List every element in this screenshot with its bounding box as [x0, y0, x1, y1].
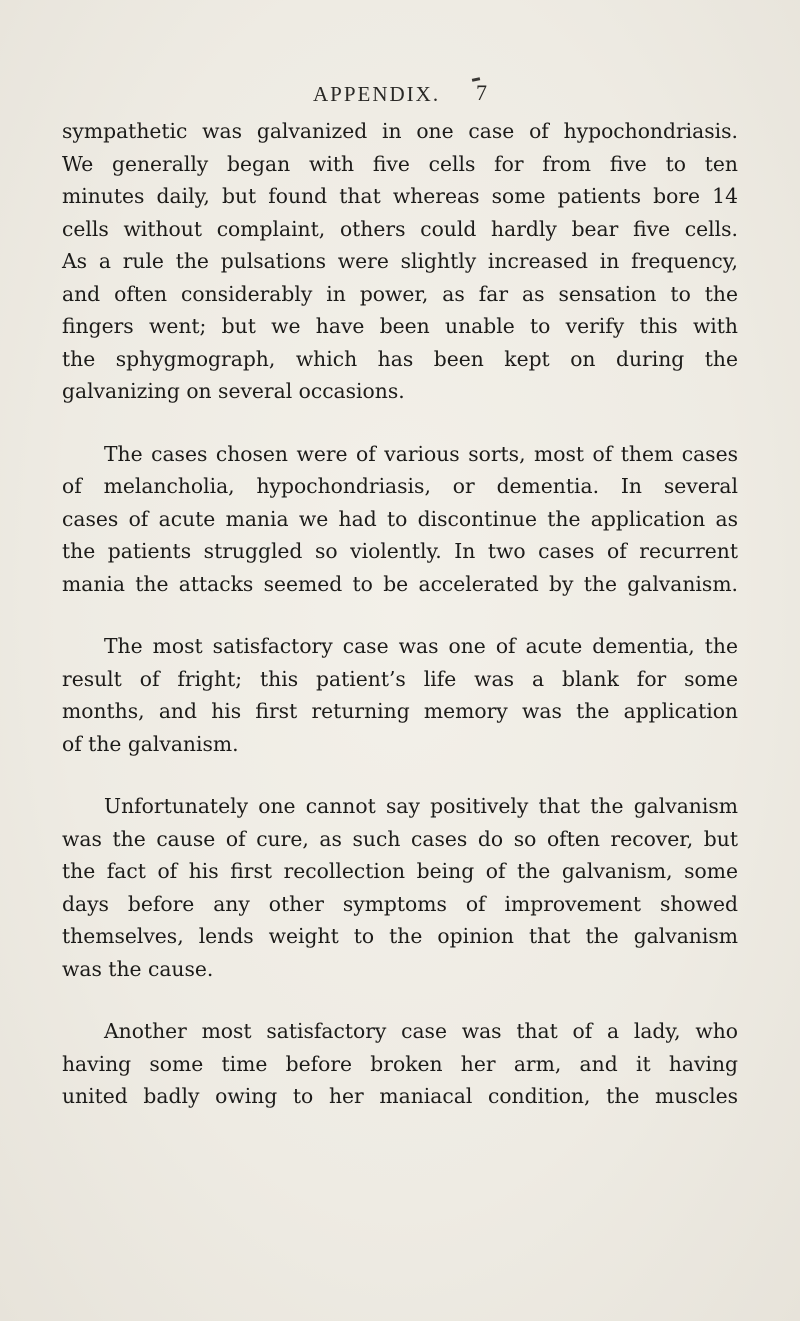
body-text: [62, 115, 738, 1113]
paragraph-5: [62, 1015, 738, 1113]
paragraph-4: [62, 790, 738, 985]
text-line: As a rule the pulsations were slightly increased in frequency,: [62, 249, 738, 273]
text-line: Unfortunately one cannot say positively that the galvanism: [104, 794, 738, 818]
text-line: sympathetic was galvanized in one case of hypochondriasis.: [62, 119, 738, 143]
text-line: cases of acute mania we had to discontinue the application as: [62, 506, 738, 531]
text-line: themselves, lends weight to the opinion that the galvanism: [62, 924, 738, 948]
paragraph-gap: [62, 760, 738, 790]
running-header: [0, 82, 800, 112]
text-line: fingers went; but we have been unable to verify this with: [62, 314, 738, 338]
text-line: of the galvanism.: [62, 731, 239, 756]
text-line: We generally began with five cells for from five to ten: [62, 151, 738, 176]
text-line: cells without complaint, others could hardly bear five cells.: [62, 216, 738, 241]
paragraph-1: [62, 115, 738, 408]
text-line: the fact of his first recollection being of the galvanism, some: [62, 859, 738, 883]
paragraph-3: [62, 630, 738, 760]
paragraph-gap: [62, 985, 738, 1015]
page-number: 7: [476, 80, 487, 105]
text-line: the patients struggled so violently. In two cases of recurrent: [62, 539, 738, 563]
text-line: of melancholia, hypochondriasis, or dementia. In several: [62, 474, 738, 498]
text-line: the sphygmograph, which has been kept on during the: [62, 346, 738, 371]
text-line: Another most satisfactory case was that of a lady, who: [104, 1019, 738, 1043]
text-line: months, and his first returning memory was the application: [62, 699, 738, 723]
text-line: was the cause of cure, as such cases do so often recover, but: [62, 826, 738, 851]
running-title: APPENDIX.: [313, 82, 441, 106]
paragraph-gap: [62, 408, 738, 438]
text-line: mania the attacks seemed to be accelerated by the galvanism.: [62, 571, 738, 596]
text-line: was the cause.: [62, 956, 214, 981]
paragraph-gap: [62, 600, 738, 630]
paragraph-2: [62, 438, 738, 601]
text-line: minutes daily, but found that whereas some patients bore 14: [62, 184, 738, 208]
text-line: The most satisfactory case was one of acute dementia, the: [104, 634, 738, 658]
text-line: days before any other symptoms of improvement showed: [62, 891, 738, 916]
text-line: having some time before broken her arm, and it having: [62, 1051, 738, 1076]
text-line: galvanizing on several occasions.: [62, 379, 405, 403]
text-line: united badly owing to her maniacal condition, the muscles: [62, 1084, 738, 1108]
text-line: result of fright; this patient’s life was a blank for some: [62, 666, 738, 691]
text-line: The cases chosen were of various sorts, most of them cases: [104, 441, 738, 466]
text-line: and often considerably in power, as far as sensation to the: [62, 281, 738, 306]
